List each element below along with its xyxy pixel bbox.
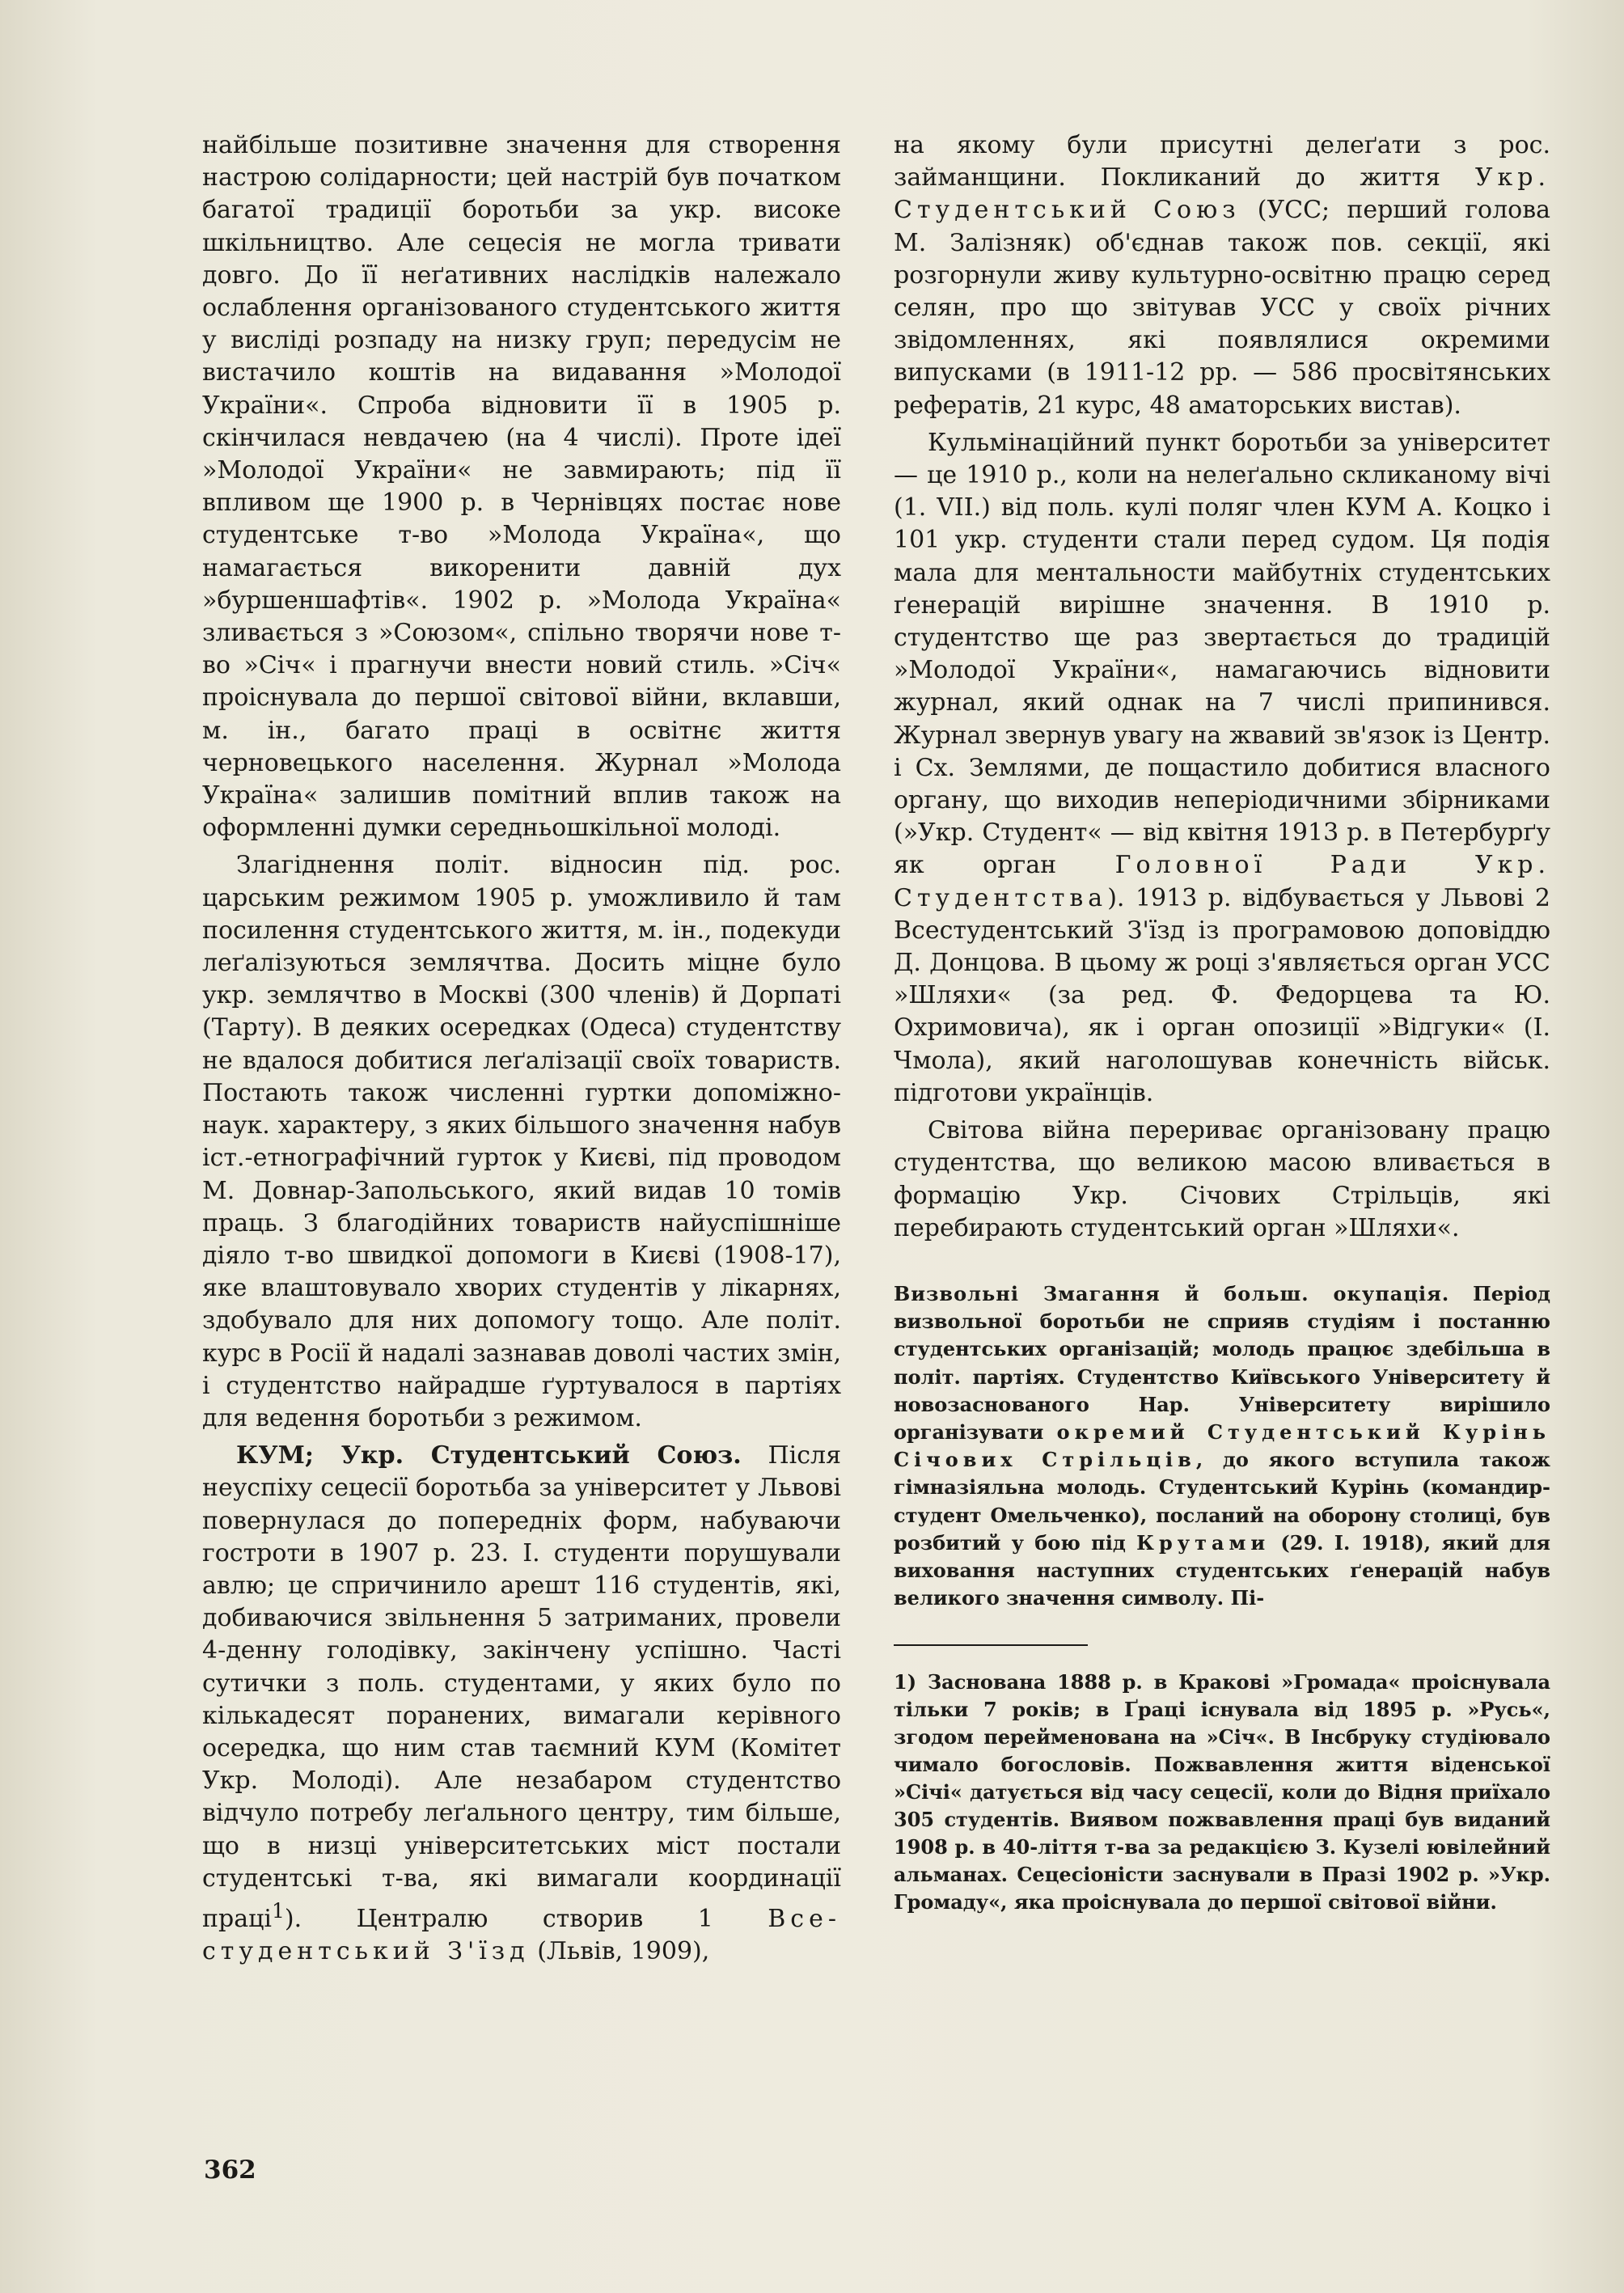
text-span: (УСС; перший голова М. Залізняк) об'єднав також пов. секції, які розгорнули живу культурно-освітню працю серед селян, про що звітував УСС у своїх річних звідомленнях, які появлялися окремими випусками (в 1911-12 рр. — 586 просвітянських рефератів, 21 курс, 48 аматорських вистав). bbox=[894, 196, 1551, 420]
paragraph: Світова війна перериває організовану працю студентства, що великою масою вливається в формацію Укр. Січових Стрільців, які перебирають студентський орган »Шляхи«. bbox=[894, 1116, 1550, 1242]
left-column bbox=[202, 129, 841, 1968]
paragraph bbox=[202, 1440, 841, 1968]
footnote bbox=[894, 1669, 1550, 1916]
right-column bbox=[894, 129, 1550, 1916]
footnote-divider bbox=[894, 1644, 1088, 1646]
text-span: (29. І. 1918), який для виховання наступних студентських ґенерацій набув великого значення символу. Пі- bbox=[894, 1530, 1550, 1610]
small-paragraph bbox=[894, 1280, 1550, 1612]
spaced-text: Все-студентський З'їзд bbox=[202, 1904, 841, 1966]
small-print-section bbox=[894, 1280, 1550, 1612]
spaced-text: Укр. Студентський Союз bbox=[894, 163, 1550, 225]
text-span: Кульмінаційний пункт боротьби за університет — це 1910 р., коли на нелеґально скликаному вічі (1. VII.) від поль. кулі поляг член КУМ А. Коцко і 101 укр. студенти стали перед судом. Ця подія мала для ментальности майбутніх студентських ґенерацій вирішне значення. В 1910 р. студентство ще раз звертається до традицій »Молодої України«, намагаючись відновити журнал, який однак на 7 числі припинився. Журнал звернув увагу на жвавий зв'язок із Центр. і Сх. Землями, де пощастило добитися власного органу, що виходив неперіодичними збірниками (»Укр. Студент« — від квітня 1913 р. в Петербурґу як орган bbox=[894, 428, 1550, 880]
spaced-text: Головної Ради Укр. Студентства bbox=[894, 851, 1550, 912]
text-span: (Львів, 1909), bbox=[529, 1937, 710, 1966]
text-span: Після неуспіху сецесії боротьба за університет у Львові повернулася до попередніх форм, набуваючи гостроти в 1907 р. 23. І. студенти порушували авлю; це спричинило арешт 116 студентів, які, добиваючися звільнення 5 затриманих, провели 4-денну голодівку, закінчену успішно. Часті сутички з поль. студентами, у яких було по кількадесят поранених, вимагали керівного осередка, що ним став таємний КУМ (Комітет Укр. Молоді). Але незабаром студентство відчуло потребу леґального центру, тим більше, що в низці університетських міст постали студентські т-ва, які вимагали координації праці bbox=[202, 1441, 842, 1933]
text-span: , до якого вступила також гімназіяльна молодь. Студентський Курінь (командир-студент Омельченко), посланий на оборону столиці, був розбитий у бою під bbox=[894, 1448, 1550, 1555]
section-heading: Визвольні Змагання й больш. окупація. bbox=[894, 1281, 1450, 1305]
paragraph: Злагіднення політ. відносин під. рос. царським режимом 1905 р. уможливило й там посилення студентського життя, м. ін., подекуди леґалізуються землячтва. Досить міцне було укр. землячтво в Москві (300 членів) й Дорпаті (Тарту). В деяких осередках (Одеса) студентству не вдалося добитися леґалізації своїх товариств. Постають також численні гуртки допоміжно-наук. характеру, з яких більшого значення набув іст.-етнографічний гурток у Києві, під проводом М. Довнар-Запольського, який видав 10 томів праць. З благодійних товариств найуспішніше діяло т-во швидкої допомоги в Києві (1908-17), яке влаштовувало хворих студентів у лікарнях, здобувало для них допомогу тощо. Але політ. курс в Росії й надалі зазнавав доволі частих змін, і студентство найрадше ґуртувалося в партіях для ведення боротьби з режимом. bbox=[202, 851, 841, 1432]
text-span: ). 1913 р. відбувається у Львові 2 Всестудентський З'їзд із програмовою доповіддю Д. Донцова. В цьому ж році з'являється орган УСС »Шляхи« (за ред. Ф. Федорцева та Ю. Охримовича), як і орган опозиції »Відгуки« (І. Чмола), який наголошував конечність військ. підготови українців. bbox=[894, 883, 1550, 1107]
section-heading: КУМ; Укр. Студентський Союз. bbox=[236, 1441, 742, 1470]
footnote-text: Заснована 1888 р. в Кракові »Громада« проіснувала тільки 7 років; в Ґраці існувала від 1895 р. »Русь«, згодом перейменована на »Січ«. В Інсбруку студіювало чимало богословів. Пожвавлення життя віденської »Січі« датується від часу сецесії, коли до Відня приїхало 305 студентів. Виявом пожвавлення праці був виданий 1908 р. в 40-ліття т-ва за редакцією З. Кузелі ювілейний альманах. Сецесіоністи заснували в Празі 1902 р. »Укр. Громаду«, яка проіснувала до першої світової війни. bbox=[894, 1670, 1550, 1914]
text-span: ). Централю створив 1 bbox=[284, 1904, 768, 1933]
page-number: 362 bbox=[204, 2156, 256, 2185]
text-span: Період визвольної боротьби не сприяв студіям і постанню студентських організацій; молодь працює здебільша в політ. партіях. Студентство Київського Університету й новозаснованого Нар. Університету вирішило організувати bbox=[894, 1281, 1550, 1444]
spaced-text: окремий Студентський Курінь Січових Стрільців bbox=[894, 1419, 1550, 1472]
paragraph bbox=[894, 427, 1550, 1110]
paragraph bbox=[894, 129, 1550, 422]
footnote-mark: 1) bbox=[894, 1670, 917, 1694]
spaced-text: Крутами bbox=[1136, 1530, 1271, 1555]
footnote-reference: 1 bbox=[271, 1898, 285, 1923]
text-span: на якому були присутні делеґати з рос. займанщини. Покликаний до життя bbox=[894, 131, 1550, 192]
paragraph: найбільше позитивне значення для створення настрою солідарности; цей настрій був початком багатої традиції боротьби за укр. високе шкільництво. Але сецесія не могла тривати довго. До її неґативних наслідків належало ослаблення організованого студентського життя у висліді розпаду на низку груп; передусім не вистачило коштів на видавання »Молодої України«. Спроба відновити її в 1905 р. скінчилася невдачею (на 4 числі). Проте ідеї »Молодої України« не завмирають; під її впливом ще 1900 р. в Чернівцях постає нове студентське т-во »Молода Україна«, що намагається викоренити давній дух »буршеншафтів«. 1902 р. »Молода Україна« зливається з »Союзом«, спільно творячи нове т-во »Січ« і прагнучи внести новий стиль. »Січ« проіснувала до першої світової війни, вклавши, м. ін., багато праці в освітнє життя черновецького населення. Журнал »Молода Україна« залишив помітний вплив також на оформленні думки середньошкільної молоді. bbox=[202, 131, 841, 843]
